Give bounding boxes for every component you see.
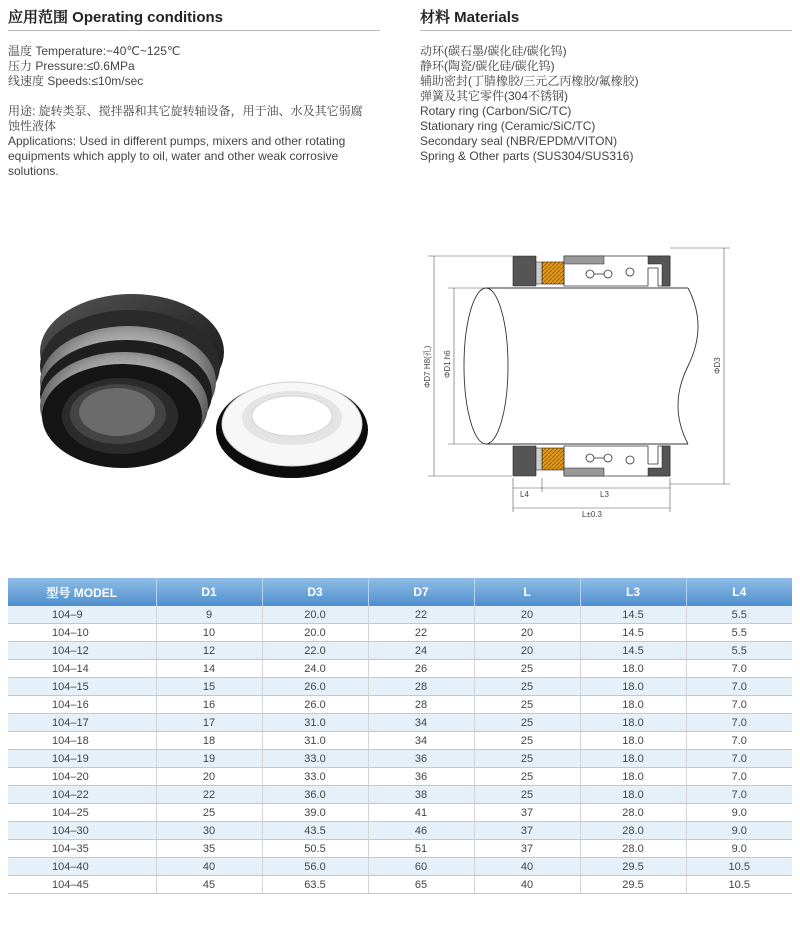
usage-en-line-3: solutions.	[8, 164, 59, 178]
rotary-seal-unit	[40, 294, 224, 468]
cell-d1: 17	[156, 714, 262, 732]
cell-model: 104–22	[8, 786, 156, 804]
dim-label-d3: ΦD3	[713, 357, 722, 374]
cell-d1: 20	[156, 768, 262, 786]
cell-l: 20	[474, 642, 580, 660]
table-row	[8, 768, 792, 786]
table-row	[8, 714, 792, 732]
seal-technical-drawing	[408, 238, 748, 518]
cell-model: 104–19	[8, 750, 156, 768]
cell-d1: 40	[156, 858, 262, 876]
cell-d1: 16	[156, 696, 262, 714]
cell-d3: 31.0	[262, 714, 368, 732]
cell-l4: 9.0	[686, 804, 792, 822]
cell-l4: 5.5	[686, 642, 792, 660]
lower-seal-section	[513, 446, 670, 476]
cell-l: 25	[474, 678, 580, 696]
cell-d1: 18	[156, 732, 262, 750]
operating-conditions-list	[8, 44, 180, 89]
cell-l3: 18.0	[580, 768, 686, 786]
cell-l4: 10.5	[686, 858, 792, 876]
cell-d7: 26	[368, 660, 474, 678]
cell-l: 20	[474, 606, 580, 624]
cell-d3: 36.0	[262, 786, 368, 804]
cell-d7: 22	[368, 606, 474, 624]
cell-model: 104–18	[8, 732, 156, 750]
cell-d1: 15	[156, 678, 262, 696]
cell-d3: 43.5	[262, 822, 368, 840]
material-line: 静环(陶瓷/碳化硅/碳化钨)	[420, 59, 555, 73]
cell-l: 25	[474, 714, 580, 732]
cell-l4: 7.0	[686, 732, 792, 750]
table-row	[8, 840, 792, 858]
cell-d7: 38	[368, 786, 474, 804]
cell-model: 104–9	[8, 606, 156, 624]
dim-label-d7: ΦD7 H8(孔)	[423, 345, 432, 388]
usage-cn-line-1: 用途: 旋转类泵、搅拌器和其它旋转轴设备，用于油、水及其它弱腐	[8, 104, 363, 118]
materials-title: 材料 Materials	[420, 9, 520, 26]
usage-en-line-1: Applications: Used in different pumps, mixers and other rotating	[8, 134, 346, 148]
cell-l4: 7.0	[686, 678, 792, 696]
pressure-line: 压力 Pressure:≤0.6MPa	[8, 59, 135, 73]
cell-l3: 28.0	[580, 822, 686, 840]
cell-l: 37	[474, 822, 580, 840]
cell-model: 104–35	[8, 840, 156, 858]
table-row	[8, 750, 792, 768]
cell-l3: 29.5	[580, 858, 686, 876]
cell-l4: 5.5	[686, 606, 792, 624]
cell-l: 25	[474, 768, 580, 786]
header-l: L	[474, 578, 580, 606]
material-line: 辅助密封(丁腈橡胶/三元乙丙橡胶/氟橡胶)	[420, 74, 639, 88]
dim-label-l: L±0.3	[582, 510, 602, 518]
material-line: 弹簧及其它零件(304不锈钢)	[420, 89, 569, 103]
dim-label-d1: ΦD1 h6	[443, 350, 452, 378]
cell-l3: 14.5	[580, 606, 686, 624]
table-row	[8, 876, 792, 894]
cell-model: 104–14	[8, 660, 156, 678]
cell-d7: 24	[368, 642, 474, 660]
cell-d3: 50.5	[262, 840, 368, 858]
cell-d7: 28	[368, 696, 474, 714]
cell-d3: 63.5	[262, 876, 368, 894]
cell-l4: 7.0	[686, 714, 792, 732]
cell-l4: 10.5	[686, 876, 792, 894]
table-row	[8, 858, 792, 876]
cell-l4: 7.0	[686, 696, 792, 714]
cell-l3: 14.5	[580, 642, 686, 660]
cell-l: 25	[474, 786, 580, 804]
header-model: 型号 MODEL	[8, 578, 156, 606]
cell-d7: 60	[368, 858, 474, 876]
cell-l: 25	[474, 696, 580, 714]
cell-model: 104–17	[8, 714, 156, 732]
table-row	[8, 642, 792, 660]
cell-d1: 25	[156, 804, 262, 822]
cell-l: 37	[474, 804, 580, 822]
cell-l3: 18.0	[580, 786, 686, 804]
material-line: Stationary ring (Ceramic/SiC/TC)	[420, 119, 596, 133]
cell-d3: 20.0	[262, 624, 368, 642]
speed-line: 线速度 Speeds:≤10m/sec	[8, 74, 144, 88]
material-line: 动环(碳石墨/碳化硅/碳化钨)	[420, 44, 567, 58]
table-row	[8, 660, 792, 678]
table-row	[8, 606, 792, 624]
model-dimensions-table	[8, 578, 792, 894]
cell-d7: 28	[368, 678, 474, 696]
cell-d7: 65	[368, 876, 474, 894]
cell-l: 25	[474, 660, 580, 678]
usage-en-line-2: equipments which apply to oil, water and other weak corrosive	[8, 149, 339, 163]
cell-l: 40	[474, 876, 580, 894]
cell-d3: 33.0	[262, 750, 368, 768]
table-row	[8, 822, 792, 840]
usage-cn-line-2: 蚀性液体	[8, 119, 57, 133]
cell-d3: 33.0	[262, 768, 368, 786]
header-l4: L4	[686, 578, 792, 606]
table-row	[8, 696, 792, 714]
cell-l4: 9.0	[686, 822, 792, 840]
cell-d1: 12	[156, 642, 262, 660]
cell-l: 25	[474, 732, 580, 750]
shaft-outline	[464, 288, 698, 444]
cell-d7: 34	[368, 714, 474, 732]
seal-product-photo	[20, 290, 370, 490]
cell-l: 20	[474, 624, 580, 642]
cell-model: 104–40	[8, 858, 156, 876]
dim-label-l3: L3	[600, 490, 609, 499]
cell-d1: 35	[156, 840, 262, 858]
cell-l4: 9.0	[686, 840, 792, 858]
temperature-line: 温度 Temperature:−40℃~125℃	[8, 44, 181, 58]
cell-d7: 36	[368, 768, 474, 786]
cell-d1: 22	[156, 786, 262, 804]
cell-d7: 51	[368, 840, 474, 858]
cell-l3: 18.0	[580, 678, 686, 696]
cell-d3: 24.0	[262, 660, 368, 678]
cell-l3: 28.0	[580, 840, 686, 858]
cell-model: 104–25	[8, 804, 156, 822]
operating-conditions-title: 应用范围 Operating conditions	[8, 9, 224, 26]
material-line: Rotary ring (Carbon/SiC/TC)	[420, 104, 572, 118]
cell-l4: 7.0	[686, 750, 792, 768]
table-row	[8, 624, 792, 642]
cell-d1: 10	[156, 624, 262, 642]
cell-d3: 31.0	[262, 732, 368, 750]
cell-model: 104–10	[8, 624, 156, 642]
cell-l3: 18.0	[580, 660, 686, 678]
cell-d1: 45	[156, 876, 262, 894]
cell-model: 104–15	[8, 678, 156, 696]
cell-d3: 22.0	[262, 642, 368, 660]
cell-d7: 41	[368, 804, 474, 822]
cell-d1: 9	[156, 606, 262, 624]
cell-l4: 7.0	[686, 786, 792, 804]
header-d3: D3	[262, 578, 368, 606]
cell-d3: 39.0	[262, 804, 368, 822]
cell-l: 25	[474, 750, 580, 768]
cell-d1: 19	[156, 750, 262, 768]
applications-text	[8, 104, 363, 179]
stationary-ring	[216, 382, 368, 478]
table-row	[8, 804, 792, 822]
table-row	[8, 732, 792, 750]
cell-l4: 7.0	[686, 660, 792, 678]
cell-d7: 22	[368, 624, 474, 642]
cell-l4: 7.0	[686, 768, 792, 786]
cell-l3: 18.0	[580, 696, 686, 714]
cell-d7: 36	[368, 750, 474, 768]
cell-l4: 5.5	[686, 624, 792, 642]
materials-title-rule	[420, 30, 792, 31]
cell-l3: 29.5	[580, 876, 686, 894]
cell-d3: 26.0	[262, 696, 368, 714]
table-row	[8, 786, 792, 804]
materials-list	[420, 44, 639, 164]
cell-model: 104–30	[8, 822, 156, 840]
cell-l: 37	[474, 840, 580, 858]
header-l3: L3	[580, 578, 686, 606]
cell-l3: 28.0	[580, 804, 686, 822]
cell-l3: 18.0	[580, 750, 686, 768]
dim-label-l4: L4	[520, 490, 529, 499]
cell-d3: 20.0	[262, 606, 368, 624]
material-line: Secondary seal (NBR/EPDM/VITON)	[420, 134, 618, 148]
upper-seal-section	[513, 256, 670, 286]
cell-model: 104–20	[8, 768, 156, 786]
cell-d1: 30	[156, 822, 262, 840]
operating-title-rule	[8, 30, 380, 31]
cell-l: 40	[474, 858, 580, 876]
cell-l3: 18.0	[580, 732, 686, 750]
cell-model: 104–45	[8, 876, 156, 894]
cell-l3: 14.5	[580, 624, 686, 642]
header-d1: D1	[156, 578, 262, 606]
table-header-row	[8, 578, 792, 606]
cell-d7: 46	[368, 822, 474, 840]
material-line: Spring & Other parts (SUS304/SUS316)	[420, 149, 634, 163]
cell-d3: 26.0	[262, 678, 368, 696]
table-row	[8, 678, 792, 696]
cell-d7: 34	[368, 732, 474, 750]
cell-d3: 56.0	[262, 858, 368, 876]
cell-l3: 18.0	[580, 714, 686, 732]
header-d7: D7	[368, 578, 474, 606]
cell-d1: 14	[156, 660, 262, 678]
cell-model: 104–12	[8, 642, 156, 660]
cell-model: 104–16	[8, 696, 156, 714]
